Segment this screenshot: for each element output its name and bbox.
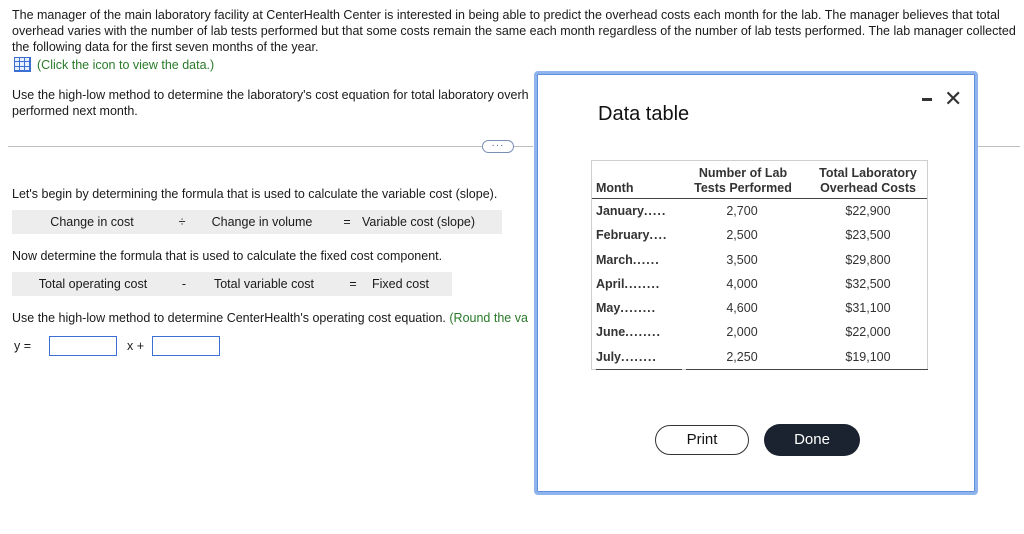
month-cell: January	[596, 204, 644, 218]
table-header	[592, 161, 927, 199]
fixed-cost-result: Fixed cost	[372, 277, 429, 291]
table-row	[592, 320, 927, 344]
leader-dots: ........	[621, 349, 657, 364]
tests-cell: 3,500	[726, 252, 758, 267]
total-variable-cost-term: Total variable cost	[213, 277, 315, 291]
data-table-dialog	[534, 71, 978, 495]
cost-cell: $23,500	[845, 228, 891, 243]
month-header: Month	[596, 181, 634, 195]
question-text	[12, 87, 532, 119]
table-row	[592, 248, 927, 272]
cost-cell: $31,100	[845, 301, 891, 316]
step2-title: Now determine the formula that is used to calculate the fixed cost component.	[12, 249, 443, 263]
done-button[interactable]: Done	[764, 424, 860, 456]
tests-cell: 2,500	[726, 228, 758, 243]
problem-intro: The manager of the main laboratory facility at CenterHealth Center is interested in being able to predict the overhead costs each month for the lab. The manager believes that total overhead varies with the number of lab tests performed but that some costs remain the same each month regardless of the number of lab tests performed. The lab manager collected the following data for the first seven months of the year.	[12, 8, 1016, 54]
tests-cell: 2,000	[726, 325, 758, 340]
month-cell: July	[596, 349, 622, 364]
month-cell: February	[596, 228, 650, 243]
table-row	[592, 223, 927, 247]
minus-operator: -	[181, 277, 187, 291]
costs-header	[808, 166, 928, 196]
x-plus-label: x +	[127, 339, 145, 353]
leader-dots: ....	[649, 228, 668, 243]
month-cell: March	[596, 252, 633, 267]
expand-more-button[interactable]: ···	[482, 140, 514, 153]
fixed-cost-input[interactable]	[152, 336, 220, 356]
leader-dots: ........	[625, 325, 661, 340]
leader-dots: ......	[632, 252, 660, 267]
cost-equation-row	[14, 336, 220, 356]
cost-cell: $22,900	[845, 204, 891, 218]
cost-cell: $19,100	[845, 349, 891, 364]
cost-cell: $22,000	[845, 325, 891, 340]
rounding-hint: (Round the va	[449, 311, 528, 325]
tests-header	[688, 166, 798, 196]
step3-question: Use the high-low method to determine CenterHealth's operating cost equation.	[12, 311, 446, 325]
leader-dots: ........	[620, 301, 657, 316]
tests-cell: 4,600	[726, 301, 758, 316]
table-bottom-rule	[686, 369, 928, 370]
y-equals-label: y =	[14, 339, 32, 353]
tests-cell: 2,250	[726, 349, 758, 364]
close-icon[interactable]: ✕	[944, 86, 963, 111]
fixed-cost-formula	[12, 272, 452, 296]
variable-cost-input[interactable]	[49, 336, 117, 356]
question-line-1: Use the high-low method to determine the laboratory's cost equation for total laboratory overh	[12, 88, 529, 102]
equals-operator-2: =	[349, 277, 357, 291]
table-row	[592, 272, 927, 296]
month-cell: April	[596, 276, 625, 291]
table-row	[592, 296, 927, 320]
table-icon[interactable]	[14, 57, 31, 72]
step1-title: Let's begin by determining the formula that is used to calculate the variable cost (slope).	[12, 187, 498, 201]
costs-header-line-2: Overhead Costs	[820, 181, 916, 195]
print-button[interactable]: Print	[655, 425, 749, 455]
section-divider	[8, 146, 533, 147]
equals-operator: =	[343, 215, 351, 229]
month-cell: May	[596, 301, 621, 316]
leader-dots: .....	[643, 204, 667, 218]
variable-cost-result: Variable cost (slope)	[362, 215, 476, 229]
month-column-underline	[596, 369, 682, 370]
month-cell: June	[596, 325, 626, 340]
leader-dots: ........	[624, 276, 661, 291]
tests-cell: 4,000	[726, 276, 758, 291]
view-data-label[interactable]: (Click the icon to view the data.)	[37, 57, 215, 72]
step3-title	[12, 311, 534, 325]
cost-cell: $32,500	[845, 276, 891, 291]
costs-header-line-1: Total Laboratory	[819, 166, 917, 180]
variable-cost-formula	[12, 210, 502, 234]
lab-data-table	[591, 160, 928, 370]
dialog-title: Data table	[598, 103, 690, 125]
change-in-volume-term: Change in volume	[211, 215, 313, 229]
question-line-2: performed next month.	[12, 104, 138, 118]
view-data-link[interactable]	[14, 57, 214, 72]
section-divider-right	[978, 146, 1020, 147]
divide-operator: ÷	[178, 215, 186, 229]
tests-cell: 2,700	[726, 204, 758, 218]
total-operating-cost-term: Total operating cost	[38, 277, 148, 291]
minimize-icon[interactable]	[922, 98, 932, 101]
cost-cell: $29,800	[845, 252, 891, 267]
change-in-cost-term: Change in cost	[50, 215, 134, 229]
tests-header-line-2: Tests Performed	[694, 181, 792, 195]
tests-header-line-1: Number of Lab	[698, 166, 788, 180]
table-row	[592, 345, 927, 369]
table-row	[592, 199, 927, 223]
